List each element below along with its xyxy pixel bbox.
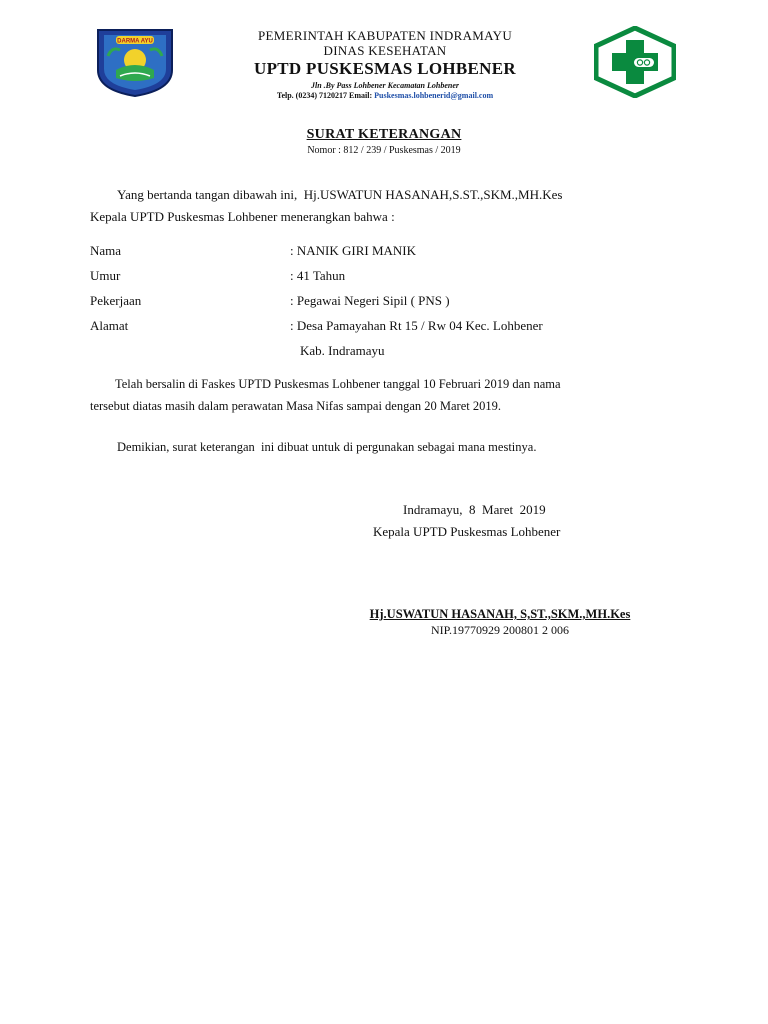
field-value-pekerjaan: : Pegawai Negeri Sipil ( PNS ) [290,293,450,308]
signer-name: Hj.USWATUN HASANAH, S,ST.,SKM.,MH.Kes [369,607,631,621]
indramayu-emblem-logo [94,26,176,98]
letter-title: SURAT KETERANGAN [306,127,462,142]
signer-nip: NIP.19770929 200801 2 006 [430,623,569,637]
intro-line-2: Kepala UPTD Puskesmas Lohbener menerangkan bahwa : [90,209,395,224]
closing-statement: Demikian, surat keterangan ini dibuat untuk di pergunakan sebagai mana mestinya. [117,440,537,454]
body-line-1: Telah bersalin di Faskes UPTD Puskesmas Lohbener tanggal 10 Februari 2019 dan nama [115,377,561,391]
body-line-2: tersebut diatas masih dalam perawatan Masa Nifas sampai dengan 20 Maret 2019. [90,399,501,413]
header-contact [180,91,590,101]
field-label-pekerjaan: Pekerjaan [90,293,142,308]
header-address: Jln .By Pass Lohbener Kecamatan Lohbener [310,81,459,90]
field-value-alamat-continued: Kab. Indramayu [300,343,385,358]
field-value-nama: : NANIK GIRI MANIK [290,243,417,258]
field-value-umur: : 41 Tahun [290,268,346,283]
logo-banner-text: DARMA AYU [117,38,153,45]
header-phone: Telp. (0234) 7120217 Email: [276,91,375,100]
puskesmas-logo [594,26,676,98]
letterhead [180,28,590,101]
header-department: DINAS KESEHATAN [323,43,447,58]
intro-line-1: Yang bertanda tangan dibawah ini, Hj.USWATUN HASANAH,S.ST.,SKM.,MH.Kes [117,187,563,202]
field-label-umur: Umur [90,268,121,283]
header-email-link[interactable]: Puskesmas.lohbenerid@gmail.com [374,91,494,100]
signer-title: Kepala UPTD Puskesmas Lohbener [373,524,561,539]
place-date: Indramayu, 8 Maret 2019 [403,502,546,517]
header-institution: UPTD PUSKESMAS LOHBENER [254,59,516,78]
field-value-alamat: : Desa Pamayahan Rt 15 / Rw 04 Kec. Lohbener [290,318,543,333]
header-government: PEMERINTAH KABUPATEN INDRAMAYU [257,28,513,43]
letter-number: Nomor : 812 / 239 / Puskesmas / 2019 [307,145,461,156]
field-label-alamat: Alamat [90,318,129,333]
field-label-nama: Nama [90,243,122,258]
